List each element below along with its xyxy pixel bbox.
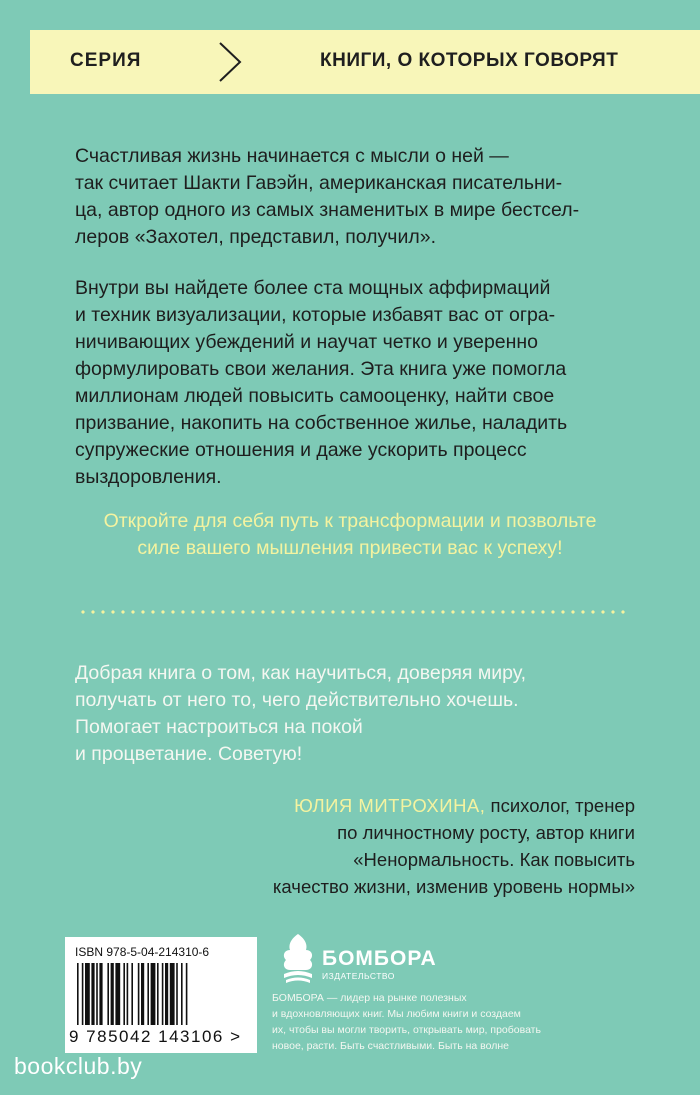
review-quote: Добрая книга о том, как научиться, доверяя миру, получать от него то, чего действительно хочешь. Помогает настроиться на покой и процветание. Советую! bbox=[75, 662, 527, 765]
chevron-right-icon bbox=[216, 40, 246, 84]
author-title: психолог, тренер bbox=[485, 795, 635, 816]
publisher-name: БОМБОРА bbox=[322, 947, 437, 970]
barcode-bars bbox=[75, 963, 247, 1027]
dotted-divider bbox=[78, 610, 630, 614]
author-name: ЮЛИЯ МИТРОХИНА, bbox=[294, 795, 486, 816]
review-author: ЮЛИЯ МИТРОХИНА, психолог, тренер по личностному росту, автор книги «Ненормальность. Как повысить качество жизни, изменив уровень нормы» bbox=[272, 795, 635, 897]
barcode-digits: 9 785042 143106 > bbox=[69, 1027, 242, 1046]
watermark-site: bookclub.by bbox=[14, 1053, 143, 1079]
publisher-subtitle: ИЗДАТЕЛЬСТВО bbox=[322, 971, 395, 981]
series-name: КНИГИ, О КОТОРЫХ ГОВОРЯТ bbox=[320, 50, 619, 71]
publisher-description: БОМБОРА — лидер на рынке полезных и вдохновляющих книг. Мы любим книги и создаем их, чтобы вы могли творить, открывать мир, пробовать новое, расти. Быть счастливыми. Быть на волне bbox=[272, 992, 541, 1052]
highlight-paragraph: Откройте для себя путь к трансформации и позвольте силе вашего мышления привести вас к успеху! bbox=[103, 510, 597, 559]
bombora-logo-icon bbox=[278, 930, 318, 986]
barcode bbox=[65, 937, 257, 1053]
series-label: СЕРИЯ bbox=[70, 50, 142, 71]
isbn-text: ISBN 978-5-04-214310-6 bbox=[75, 945, 210, 959]
series-bar bbox=[30, 30, 700, 94]
description-paragraph-1: Счастливая жизнь начинается с мысли о ней — так считает Шакти Гавэйн, американская писательни- ца, автор одного из самых знаменитых в мире бестсел- леров «Захотел, представил, получил». bbox=[75, 145, 580, 248]
description-paragraph-2: Внутри вы найдете более ста мощных аффирмаций и техник визуализации, которые избавят вас от огра- ничивающих убеждений и научат четко и уверенно формулировать свои желания. Эта книга уже помогла миллионам людей повысить самооценку, найти свое призвание, накопить на собственное жилье, наладить супружеские отношения и даже ускорить процесс выздоровления. bbox=[75, 277, 568, 488]
